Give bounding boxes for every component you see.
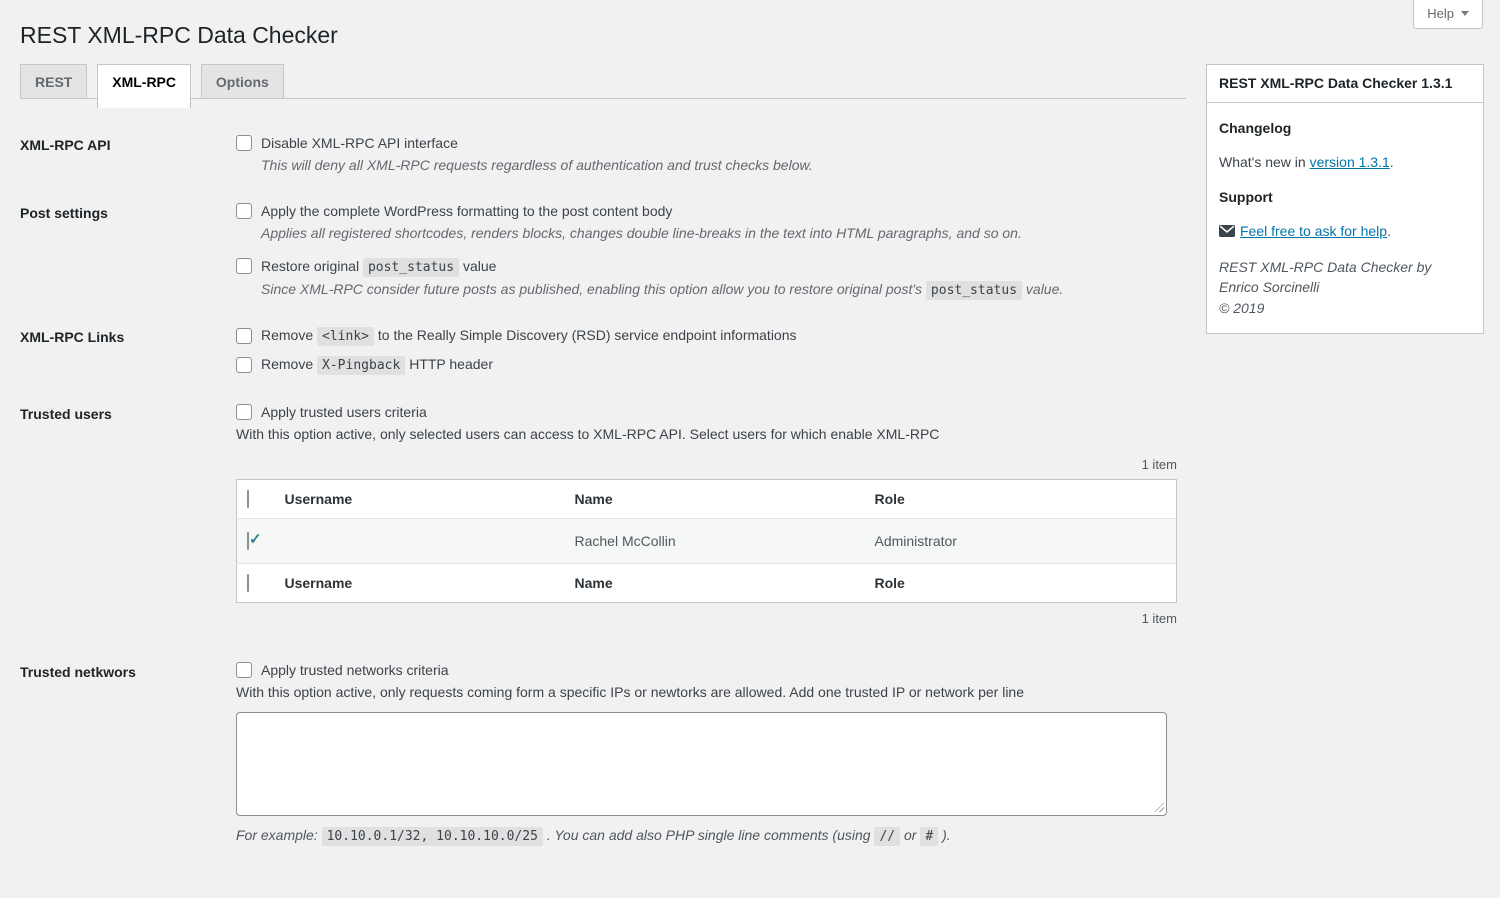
column-footer-name: Name	[565, 564, 865, 603]
code-chip: //	[874, 827, 900, 846]
help-dropdown[interactable]	[1413, 0, 1483, 29]
help-text: With this option active, only selected users can access to XML-RPC API. Select users for which enable XML-RPC	[236, 426, 940, 443]
checkbox-label[interactable]: Apply trusted networks criteria	[261, 662, 449, 679]
cell-role: Administrator	[865, 519, 1177, 564]
table-header-row	[237, 480, 1177, 519]
column-header-username: Username	[275, 480, 565, 519]
plugin-info-panel	[1206, 64, 1484, 334]
select-all-checkbox-bottom[interactable]	[247, 574, 249, 592]
column-footer-username: Username	[275, 564, 565, 603]
section-xmlrpc-links	[20, 327, 1186, 377]
wp-formatting-checkbox[interactable]	[236, 203, 252, 219]
help-label: Help	[1427, 6, 1454, 21]
disable-xmlrpc-checkbox[interactable]	[236, 135, 252, 151]
checkbox-label[interactable]: Apply the complete WordPress formatting to the post content body	[261, 202, 673, 219]
section-trusted-users	[20, 404, 1186, 626]
table-footer-row	[237, 564, 1177, 603]
restore-post-status-checkbox[interactable]	[236, 258, 252, 274]
help-text: Applies all registered shortcodes, renders blocks, changes double line-breaks in the text into HTML paragraphs, and so on.	[261, 224, 1022, 241]
cell-name: Rachel McCollin	[565, 519, 865, 564]
page-title: REST XML-RPC Data Checker	[20, 22, 338, 48]
help-text: With this option active, only requests coming form a specific IPs or newtorks are allowed. Add one trusted IP or network per line	[236, 684, 1025, 701]
code-chip: post_status	[363, 258, 459, 277]
remove-xpingback-checkbox[interactable]	[236, 357, 252, 373]
section-label: XML-RPC API	[20, 136, 111, 153]
section-post-settings	[20, 203, 1186, 301]
code-chip: X-Pingback	[317, 356, 405, 375]
tab-options[interactable]: Options	[201, 64, 284, 99]
plugin-info-title: REST XML-RPC Data Checker 1.3.1	[1207, 65, 1483, 103]
checkbox-label[interactable]: Apply trusted users criteria	[261, 404, 427, 421]
settings-form	[20, 135, 1186, 845]
column-header-role: Role	[865, 480, 1177, 519]
checkbox-label[interactable]: Disable XML-RPC API interface	[261, 134, 458, 151]
changelog-heading: Changelog	[1219, 120, 1292, 136]
item-count-top: 1 item	[1141, 457, 1177, 473]
checkbox-label[interactable]: Remove X-Pingback HTTP header	[261, 356, 493, 374]
code-chip: #	[920, 827, 938, 846]
trusted-networks-textarea[interactable]	[236, 712, 1167, 816]
section-label: XML-RPC Links	[20, 329, 125, 346]
changelog-line: What's new in version 1.3.1.	[1219, 154, 1394, 170]
plugin-credits: REST XML-RPC Data Checker by Enrico Sorcinelli © 2019	[1219, 259, 1432, 316]
support-link[interactable]: Feel free to ask for help	[1240, 223, 1388, 239]
code-chip: post_status	[926, 281, 1022, 300]
cell-username	[275, 519, 565, 564]
trusted-users-table	[236, 479, 1177, 603]
tab-rest[interactable]: REST	[20, 64, 87, 99]
example-text: For example: 10.10.0.1/32, 10.10.10.0/25 . You can add also PHP single line comments (using // or # ).	[236, 827, 951, 845]
section-label: Trusted netkwors	[20, 664, 136, 681]
table-row	[237, 519, 1177, 564]
code-chip: 10.10.0.1/32, 10.10.10.0/25	[322, 827, 543, 846]
column-footer-role: Role	[865, 564, 1177, 603]
version-link[interactable]: version 1.3.1	[1309, 154, 1390, 170]
chevron-down-icon	[1461, 11, 1469, 16]
section-label: Post settings	[20, 204, 108, 221]
envelope-icon	[1219, 222, 1235, 243]
checkbox-label[interactable]: Remove <link> to the Really Simple Discovery (RSD) service endpoint informations	[261, 327, 797, 345]
section-xmlrpc-api	[20, 135, 1186, 176]
tab-xml-rpc[interactable]: XML-RPC	[97, 64, 191, 108]
code-chip: <link>	[317, 327, 374, 346]
remove-rsd-link-checkbox[interactable]	[236, 328, 252, 344]
tab-bar	[20, 64, 1186, 110]
user-row-checkbox[interactable]	[247, 532, 249, 550]
help-text: This will deny all XML-RPC requests regardless of authentication and trust checks below.	[261, 156, 813, 173]
select-all-checkbox-top[interactable]	[247, 490, 249, 508]
section-trusted-networks	[20, 662, 1186, 844]
column-header-name: Name	[565, 480, 865, 519]
help-text: Since XML-RPC consider future posts as published, enabling this option allow you to restore original post's post_status value.	[261, 280, 1064, 298]
support-line: Feel free to ask for help.	[1219, 221, 1471, 243]
apply-trusted-users-checkbox[interactable]	[236, 404, 252, 420]
apply-trusted-networks-checkbox[interactable]	[236, 662, 252, 678]
item-count-bottom: 1 item	[1141, 611, 1177, 627]
support-heading: Support	[1219, 189, 1273, 205]
section-label: Trusted users	[20, 406, 112, 423]
main-content	[20, 0, 1186, 844]
checkbox-label[interactable]: Restore original post_status value	[261, 257, 497, 275]
